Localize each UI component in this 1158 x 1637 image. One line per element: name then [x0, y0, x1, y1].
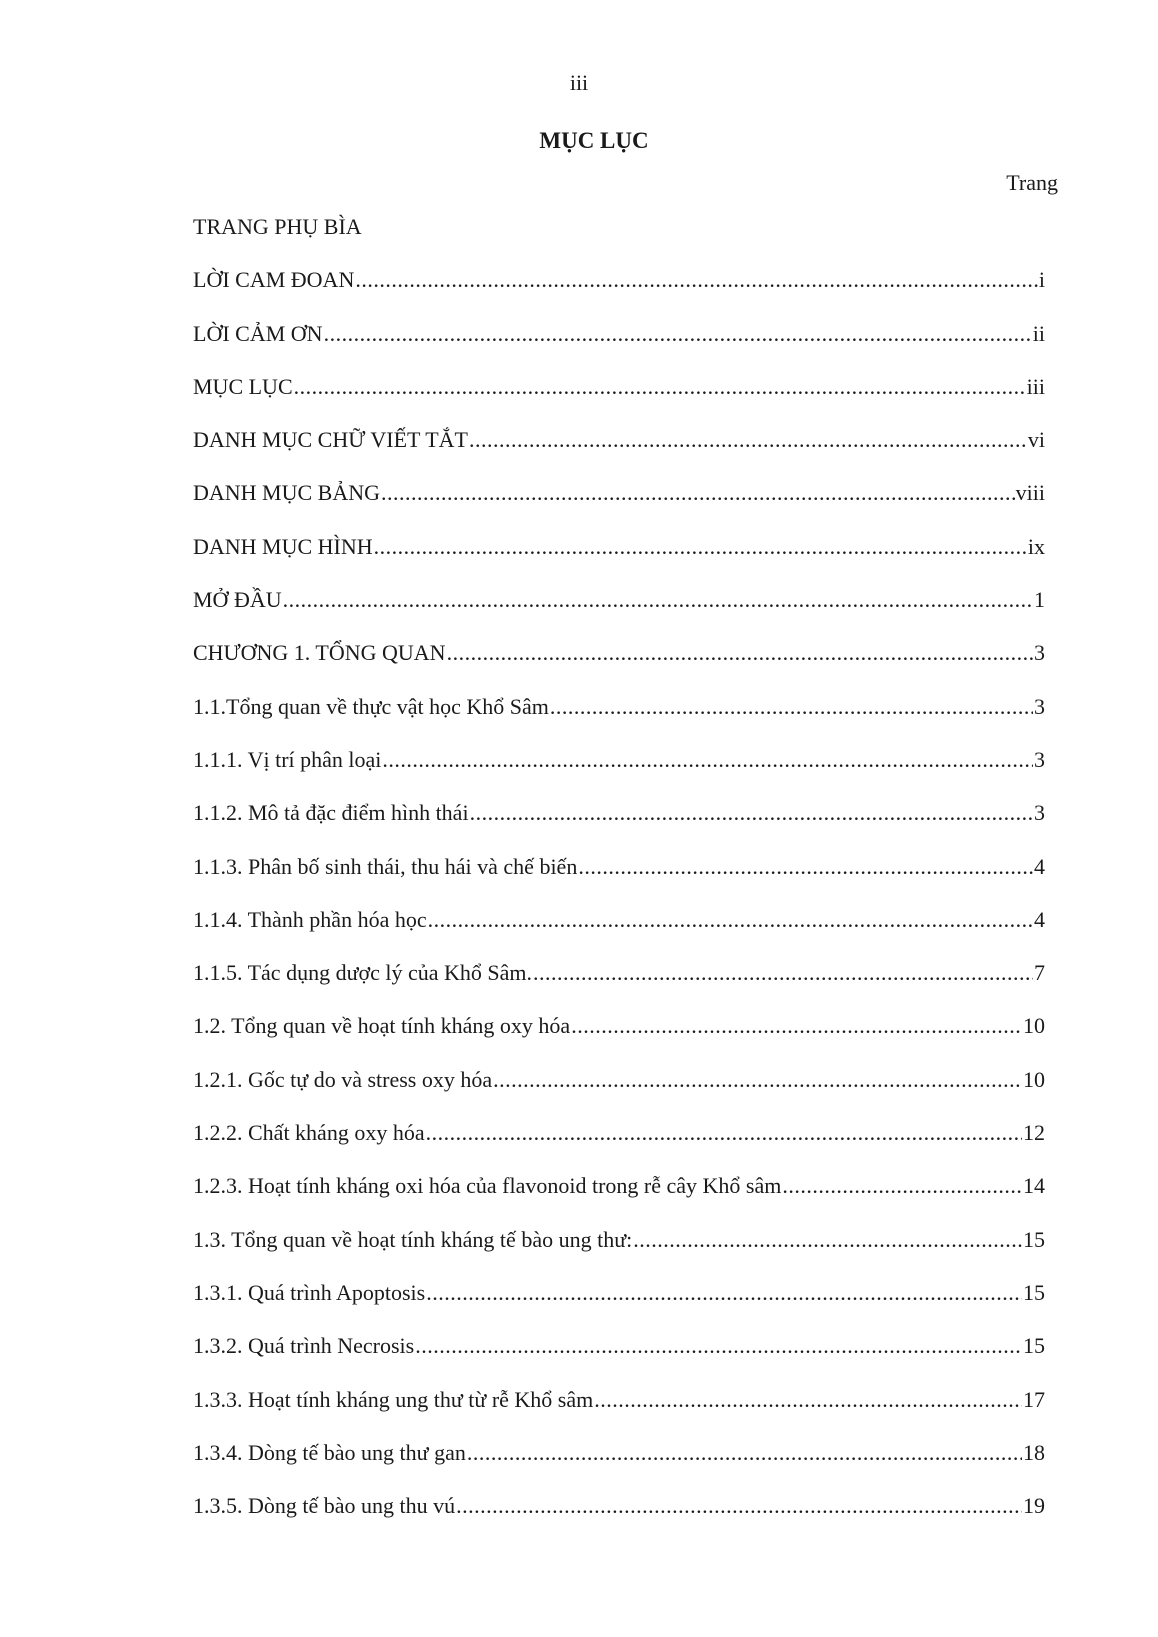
- toc-entry: [193, 532, 1045, 585]
- toc-entry: [193, 585, 1045, 638]
- toc-entry-title: 1.3.3. Hoạt tính kháng ung thư từ rễ Khổ sâm: [193, 1386, 594, 1412]
- toc-dot-leader: [381, 478, 1015, 508]
- toc-entry-page: i: [1038, 267, 1045, 293]
- toc-dot-leader: [456, 1491, 1022, 1521]
- toc-entry-page: 10: [1023, 1066, 1045, 1092]
- toc-entry-title: MỞ ĐẦU: [193, 587, 282, 613]
- toc-entry: [193, 478, 1045, 531]
- toc-entry-title: 1.3.1. Quá trình Apoptosis: [193, 1279, 426, 1305]
- page-title: MỤC LỤC: [539, 128, 649, 153]
- toc-dot-leader: [594, 1385, 1022, 1415]
- toc-entry: [193, 372, 1045, 425]
- toc-entry: [193, 1065, 1045, 1118]
- toc-entry: [193, 852, 1045, 905]
- toc-entry-page: 18: [1023, 1439, 1045, 1465]
- toc-entry-page: 19: [1023, 1493, 1045, 1519]
- toc-entry: [193, 1331, 1045, 1384]
- toc-entry-title: 1.2.1. Gốc tự do và stress oxy hóa: [193, 1066, 493, 1092]
- toc-entry: [193, 1385, 1045, 1438]
- toc-entry: [193, 425, 1045, 478]
- toc-entry: [193, 319, 1045, 372]
- page-column-label: Trang: [1006, 170, 1058, 195]
- toc-entry: [193, 745, 1045, 798]
- toc-dot-leader: [782, 1171, 1022, 1201]
- toc-entry-page: 3: [1034, 693, 1045, 719]
- toc-entry: [193, 1011, 1045, 1064]
- toc-entry-title: CHƯƠNG 1. TỔNG QUAN: [193, 640, 446, 666]
- toc-dot-leader: [374, 532, 1027, 562]
- toc-entry-title: 1.1.4. Thành phần hóa học: [193, 906, 427, 932]
- toc-entry-title: 1.3. Tổng quan về hoạt tính kháng tế bào ung thư:: [193, 1226, 633, 1252]
- toc-dot-leader: [426, 1278, 1022, 1308]
- toc-entry-page: 3: [1034, 640, 1045, 666]
- page-number: iii: [569, 70, 589, 95]
- toc-entry-title: 1.1.3. Phân bố sinh thái, thu hái và chế biến: [193, 853, 578, 879]
- toc-entry-title: DANH MỤC HÌNH: [193, 533, 373, 559]
- toc-entry-page: 3: [1034, 800, 1045, 826]
- toc-entry-title: 1.1.2. Mô tả đặc điểm hình thái: [193, 800, 469, 826]
- toc-dot-leader: [355, 265, 1038, 295]
- toc-entry-page: 15: [1023, 1333, 1045, 1359]
- toc-entry-page: 14: [1023, 1173, 1045, 1199]
- toc-dot-leader: [294, 372, 1026, 402]
- toc-entry: [193, 958, 1045, 1011]
- toc-entry-page: ii: [1032, 320, 1045, 346]
- toc-dot-leader: [493, 1065, 1022, 1095]
- toc-entry-title: 1.2. Tổng quan về hoạt tính kháng oxy hóa: [193, 1013, 571, 1039]
- toc-entry: [193, 1225, 1045, 1278]
- toc-entry-title: 1.2.3. Hoạt tính kháng oxi hóa của flavonoid trong rễ cây Khổ sâm: [193, 1173, 782, 1199]
- toc-entry-title: 1.1.Tổng quan về thực vật học Khổ Sâm: [193, 693, 549, 719]
- toc-dot-leader: [469, 425, 1027, 455]
- toc-entry: [193, 1438, 1045, 1491]
- toc-entry-page: ix: [1027, 533, 1045, 559]
- toc-entry-title: DANH MỤC CHỮ VIẾT TẮT: [193, 427, 468, 453]
- toc-entry-title: 1.2.2. Chất kháng oxy hóa: [193, 1120, 425, 1146]
- toc-dot-leader: [426, 1118, 1022, 1148]
- toc-dot-leader: [578, 852, 1033, 882]
- toc-entry-title: LỜI CAM ĐOAN: [193, 267, 355, 293]
- toc-entry-title: 1.1.1. Vị trí phân loại: [193, 746, 382, 772]
- toc-dot-leader: [283, 585, 1033, 615]
- toc-entry-page: 15: [1023, 1279, 1045, 1305]
- toc-entry-title: LỜI CẢM ƠN: [193, 320, 323, 346]
- toc-dot-leader: [428, 905, 1033, 935]
- toc-dot-leader: [324, 319, 1032, 349]
- toc-entry-page: 4: [1034, 906, 1045, 932]
- table-of-contents: [193, 212, 1045, 1544]
- toc-entry-page: 12: [1023, 1120, 1045, 1146]
- toc-entry-page: 15: [1023, 1226, 1045, 1252]
- toc-entry-title: 1.3.4. Dòng tế bào ung thư gan: [193, 1439, 466, 1465]
- toc-entry: [193, 798, 1045, 851]
- toc-entry-page: viii: [1015, 480, 1045, 506]
- toc-entry: [193, 638, 1045, 691]
- toc-dot-leader: [533, 958, 1033, 988]
- toc-entry-title: TRANG PHỤ BÌA: [193, 214, 362, 239]
- toc-entry: [193, 265, 1045, 318]
- toc-dot-leader: [467, 1438, 1022, 1468]
- toc-entry: [193, 1491, 1045, 1544]
- toc-entry: [193, 212, 1045, 265]
- toc-entry-page: 3: [1034, 746, 1045, 772]
- toc-entry-title: DANH MỤC BẢNG: [193, 480, 381, 506]
- toc-entry-page: 7: [1034, 960, 1045, 986]
- toc-dot-leader: [550, 692, 1033, 722]
- toc-entry-title: 1.1.5. Tác dụng dược lý của Khổ Sâm.: [193, 960, 533, 986]
- toc-dot-leader: [470, 798, 1033, 828]
- toc-dot-leader: [571, 1011, 1022, 1041]
- toc-entry-title: MỤC LỤC: [193, 373, 293, 399]
- toc-entry-title: 1.3.2. Quá trình Necrosis: [193, 1333, 415, 1359]
- toc-dot-leader: [447, 638, 1033, 668]
- toc-entry: [193, 1278, 1045, 1331]
- toc-entry: [193, 1171, 1045, 1224]
- toc-entry: [193, 905, 1045, 958]
- toc-entry: [193, 1118, 1045, 1171]
- toc-dot-leader: [382, 745, 1033, 775]
- toc-entry-page: 4: [1034, 853, 1045, 879]
- toc-entry-page: iii: [1026, 373, 1045, 399]
- toc-entry-title: 1.3.5. Dòng tế bào ung thu vú: [193, 1493, 456, 1519]
- toc-dot-leader: [415, 1331, 1022, 1361]
- toc-entry-page: 17: [1023, 1386, 1045, 1412]
- toc-entry-page: 1: [1034, 587, 1045, 613]
- toc-entry-page: vi: [1027, 427, 1045, 453]
- toc-entry-page: 10: [1023, 1013, 1045, 1039]
- toc-dot-leader: [633, 1225, 1022, 1255]
- toc-entry: [193, 692, 1045, 745]
